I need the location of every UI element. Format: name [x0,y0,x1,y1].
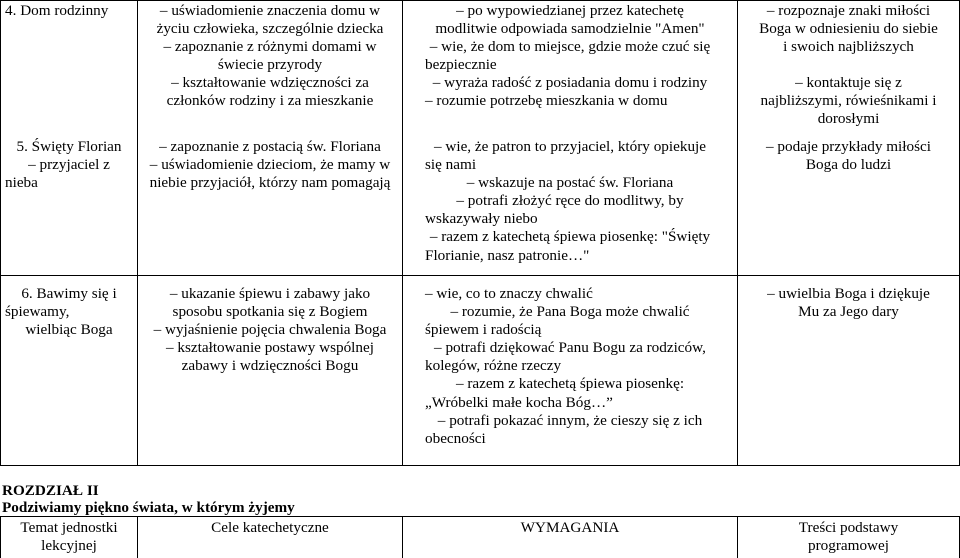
text-line: dorosłymi [817,110,880,128]
lesson-program-content [738,285,959,321]
text-line: – uświadomienie dzieciom, że mamy w [149,156,391,174]
text-line: kolegów, różne rzeczy [425,357,562,375]
text-line: – kształtowanie wdzięczności za [171,74,369,92]
table-left-border [0,0,1,466]
text-line: modlitwie odpowiada samodzielnie "Amen" [435,20,705,38]
table-top-border [0,0,960,1]
text-line: – wie, co to znaczy chwalić [425,285,593,302]
text-line: – razem z katechetą śpiewa piosenkę: [455,375,685,393]
text-line: – zapoznanie z postacią św. Floriana [159,138,381,155]
lesson-topic [1,138,137,192]
text-line: – rozumie, że Pana Boga może chwalić [450,303,690,321]
text-line: Boga do ludzi [805,156,892,174]
table-bottom-border [0,465,960,466]
lesson-requirements [403,285,737,448]
text-line: – kształtowanie postawy wspólnej [166,339,374,357]
header-topic [1,519,137,555]
text-line: – wie, że dom to miejsce, gdzie może czuć się [429,38,711,56]
text-line [738,56,959,74]
lesson-topic [1,285,137,339]
text-line: niebie przyjaciół, którzy nam pomagają [149,174,391,192]
header-program-content [738,519,959,555]
text-line: 5. Święty Florian [16,138,122,155]
text-line: nieba [5,174,38,192]
chapter-subtitle: Podziwiamy piękno świata, w którym żyjemy [2,499,295,516]
header-requirements [403,519,737,537]
header-goals [138,519,402,537]
text-line: wskazywały niebo [425,210,538,228]
lesson-program-content [738,2,959,129]
text-line: bezpiecznie [425,56,497,74]
text-line: – wyjaśnienie pojęcia chwalenia Boga [153,321,387,339]
text-line: – ukazanie śpiewu i zabawy jako [169,285,371,302]
text-line: Boga w odniesieniu do siebie [759,20,938,38]
text-line: 6. Bawimy się i [21,285,117,302]
text-line: świecie przyrody [217,56,323,74]
text-line: 4. Dom rodzinny [5,2,109,19]
text-line: obecności [425,429,486,447]
text-line: – po wypowiedzianej przez katechetę [456,2,684,19]
text-line: – rozumie potrzebę mieszkania w domu [425,92,668,110]
header-text: Cele katechetyczne [211,519,329,536]
text-line: wielbiąc Boga [25,321,113,339]
text-line: – razem z katechetą śpiewa piosenkę: "Święty [429,228,711,246]
lesson-goals [138,2,402,111]
text-line: – wie, że patron to przyjaciel, który opiekuje [433,138,706,155]
row-divider [0,275,960,276]
lesson-goals [138,138,402,192]
text-line: – uświadomienie znaczenia domu w [159,2,381,19]
text-line: się nami [425,156,477,174]
text-line: – rozpoznaje znaki miłości [766,2,931,19]
text-line: – potrafi dziękować Panu Bogu za rodziców, [434,339,706,357]
text-line: – przyjaciel z [28,156,110,174]
header-text: WYMAGANIA [520,519,620,536]
text-line: – uwielbia Boga i dziękuje [767,285,930,302]
text-line: sposobu spotkania się z Bogiem [172,303,368,321]
text-line: śpiewamy, [5,303,70,321]
header-text: Temat jednostki [20,519,118,536]
text-line: i swoich najbliższych [783,38,914,56]
text-line: – wskazuje na postać św. Floriana [466,174,674,192]
header-top-border [0,516,960,517]
text-line: – wyraża radość z posiadania domu i rodziny [432,74,708,92]
lesson-requirements [403,2,737,111]
header-text: programowej [808,537,889,555]
lesson-program-content [738,138,959,174]
text-line: najbliższymi, rówieśnikami i [760,92,937,110]
lesson-topic [5,2,135,20]
text-line: „Wróbelki małe kocha Bóg…” [425,393,613,411]
text-line: Mu za Jego dary [798,303,899,321]
text-line: życiu człowieka, szczególnie dziecka [156,20,384,38]
text-line: śpiewem i radością [425,321,542,339]
text-line: – potrafi pokazać innym, że cieszy się z ich [437,411,703,429]
text-line: – potrafi złożyć ręce do modlitwy, by [456,192,684,210]
text-line: – podaje przykłady miłości [766,138,931,155]
header-text: lekcyjnej [41,537,97,555]
lesson-goals [138,285,402,375]
text-line: członków rodziny i za mieszkanie [166,92,374,110]
chapter-title: ROZDZIAŁ II [2,482,99,499]
text-line: – zapoznanie z różnymi domami w [163,38,377,56]
header-text: Treści podstawy [798,519,899,536]
text-line: Florianie, nasz patronie…" [425,246,590,264]
text-line: – kontaktuje się z [795,74,902,92]
lesson-requirements [403,138,737,265]
text-line: zabawy i wdzięczności Bogu [181,357,359,375]
